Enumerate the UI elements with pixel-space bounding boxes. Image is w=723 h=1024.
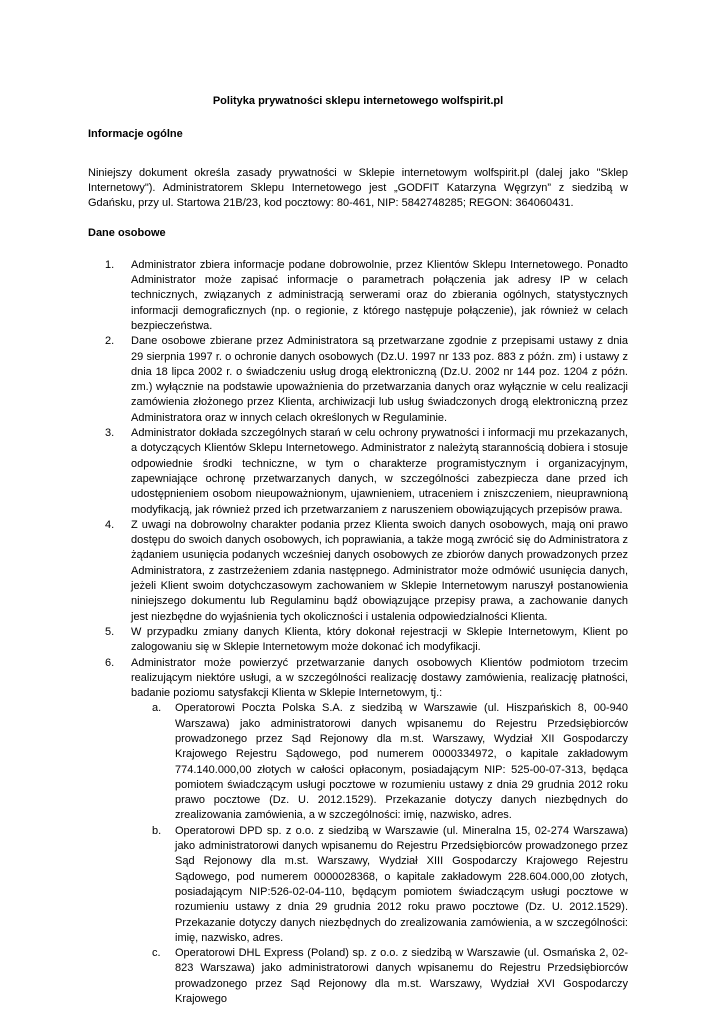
- list-item-number: 3.: [105, 427, 115, 440]
- sublist-item-letter: c.: [152, 947, 161, 960]
- sublist-item-letter: a.: [152, 702, 162, 715]
- list-item-text: Administrator dokłada szczególnych starań w celu ochrony prywatności i informacji mu przekazanych, a dotyczących Klientów Sklepu Internetowego. Administrator z należytą starannością dobiera i stosuje odpowiednie środki techniczne, w tym o charakterze programistycznym i organizacyjnym, zapewniające ochronę przetwarzanych danych, w szczególności zabezpiecza dane przed ich udostępnieniem osobom nieupoważnionym, ujawnieniem, utraceniem i zniszczeniem, nieuprawnioną modyfikacją, jak również przed ich przetwarzaniem z naruszeniem obowiązujących przepisów prawa.: [131, 427, 628, 516]
- sublist-item: [88, 824, 628, 946]
- sublist-item-text: Operatorowi Poczta Polska S.A. z siedzibą w Warszawie (ul. Hiszpańskich 8, 00-940 Warszawa) jako administratorowi danych wpisanemu do Rejestru Przedsiębiorców prowadzonego przez Sąd Rejonowy dla m.st. Warszawy, Wydział XII Gospodarczy Krajowego Rejestru Sądowego, pod numerem 0000334972, o kapitale zakładowym 774.140.000,00 złotych w całości opłaconym, posiadającym NIP: 525-00-07-313, będąca pomiotem świadczącym usługi pocztowe w rozumieniu ustawy z dnia 29 grudnia 2012 roku prawo pocztowe (Dz. U. 2012.1529). Przekazanie dotyczy danych niezbędnych do zrealizowania zamówienia, a w szczególności: imię, nazwisko, adres.: [175, 702, 628, 822]
- list-item: [88, 625, 628, 656]
- document-page: [88, 94, 628, 1007]
- numbered-list: [88, 258, 628, 702]
- lettered-sublist: [88, 701, 628, 1007]
- document-title: Polityka prywatności sklepu internetowego wolfspirit.pl: [212, 95, 504, 107]
- sublist-item-text: Operatorowi DPD sp. z o.o. z siedzibą w Warszawie (ul. Mineralna 15, 02-274 Warszawa) jako administratorowi danych wpisanemu do Rejestru Przedsiębiorców prowadzonego przez Sąd Rejonowy dla m.st. Warszawy, Wydział XIII Gospodarczy Krajowego Rejestru Sądowego, pod numerem 0000028368, o kapitale zakładowym 228.604.000,00 złotych, posiadającym NIP:526-02-04-110, będącym pomiotem świadczącym usługi pocztowe w rozumieniu ustawy z dnia 29 grudnia 2012 roku prawo pocztowe (Dz. U. 2012.1529). Przekazanie dotyczy danych niezbędnych do zrealizowania zamówienia, a w szczególności: imię, nazwisko, adres.: [175, 824, 628, 944]
- list-item: [88, 258, 628, 334]
- list-item-text: Z uwagi na dobrowolny charakter podania przez Klienta swoich danych osobowych, mają oni prawo dostępu do swoich danych osobowych, ich poprawiania, a także mogą zwrócić się do Administratora z żądaniem usunięcia podanych wcześniej danych osobowych ze zbiorów danych prowadzonych przez Administratora, z zastrzeżeniem zdania następnego. Administrator może odmówić usunięcia danych, jeżeli Klient swoim dotychczasowym zachowaniem w Sklepie Internetowym naruszył postanowienia niniejszego dokumentu lub Regulaminu bądź obowiązujące przepisy prawa, a zachowanie danych jest niezbędne do wyjaśnienia tych okoliczności i ustalenia odpowiedzialności Klienta.: [131, 518, 628, 623]
- section-paragraph-general: Niniejszy dokument określa zasady prywatności w Sklepie internetowym wolfspirit.pl (dalej jako "Sklep Internetowy"). Administratorem Sklepu Internetowego jest „GODFIT Katarzyna Węgrzyn” z siedzibą w Gdańsku, przy ul. Startowa 21B/23, kod pocztowy: 80-461, NIP: 5842748285; REGON: 364060431.: [88, 166, 628, 210]
- list-item-number: 1.: [105, 258, 115, 271]
- sublist-item-letter: b.: [152, 824, 162, 837]
- list-item-text: Administrator może powierzyć przetwarzanie danych osobowych Klientów podmiotom trzecim realizującym niektóre usługi, a w szczególności realizację dostawy zamówienia, realizację płatności, badanie poziomu satysfakcji Klienta w Sklepie Internetowym, tj.:: [131, 656, 628, 700]
- list-item-text: Administrator zbiera informacje podane dobrowolnie, przez Klientów Sklepu Internetowego. Ponadto Administrator może zapisać informacje o parametrach połączenia jak adresy IP w celach technicznych, związanych z administracją serwerami oraz do zbierania ogólnych, statystycznych informacji demograficznych (np. o regionie, z którego następuje połączenie), jak również w celach bezpieczeństwa.: [131, 258, 628, 332]
- list-item-number: 2.: [105, 335, 115, 348]
- list-item: [88, 518, 628, 625]
- section-heading-general: Informacje ogólne: [88, 128, 183, 141]
- list-item-text: W przypadku zmiany danych Klienta, który dokonał rejestracji w Sklepie Internetowym, Klient po zalogowaniu się w Sklepie Internetowym może dokonać ich modyfikacji.: [131, 625, 628, 654]
- list-item-number: 4.: [105, 518, 115, 531]
- list-item: [88, 426, 628, 518]
- sublist-item: [88, 701, 628, 823]
- list-item-text: Dane osobowe zbierane przez Administratora są przetwarzane zgodnie z przepisami ustawy z dnia 29 sierpnia 1997 r. o ochronie danych osobowych (Dz.U. 1997 nr 133 poz. 883 z późn. zm) i ustawy z dnia 18 lipca 2002 r. o świadczeniu usług drogą elektroniczną (Dz.U. 2002 nr 144 poz. 1204 z późn. zm.) wyłącznie na podstawie upoważnienia do przetwarzania danych oraz wyłącznie w celu realizacji zamówienia złożonego przez Klienta, archiwizacji lub usług świadczonych drogą elektroniczną przez Administratora oraz w innych celach określonych w Regulaminie.: [131, 335, 628, 424]
- list-item: [88, 334, 628, 426]
- section-heading-personal-data: Dane osobowe: [88, 227, 166, 240]
- sublist-item: [88, 946, 628, 1007]
- list-item: [88, 656, 628, 702]
- list-item-number: 5.: [105, 625, 115, 638]
- sublist-item-text: Operatorowi DHL Express (Poland) sp. z o.o. z siedzibą w Warszawie (ul. Osmańska 2, 02-823 Warszawa) jako administratorowi danych wpisanemu do Rejestru Przedsiębiorców prowadzonego przez Sąd Rejonowy dla m.st. Warszawy, Wydział XVI Gospodarczy Krajowego: [175, 947, 628, 1006]
- list-item-number: 6.: [105, 656, 115, 669]
